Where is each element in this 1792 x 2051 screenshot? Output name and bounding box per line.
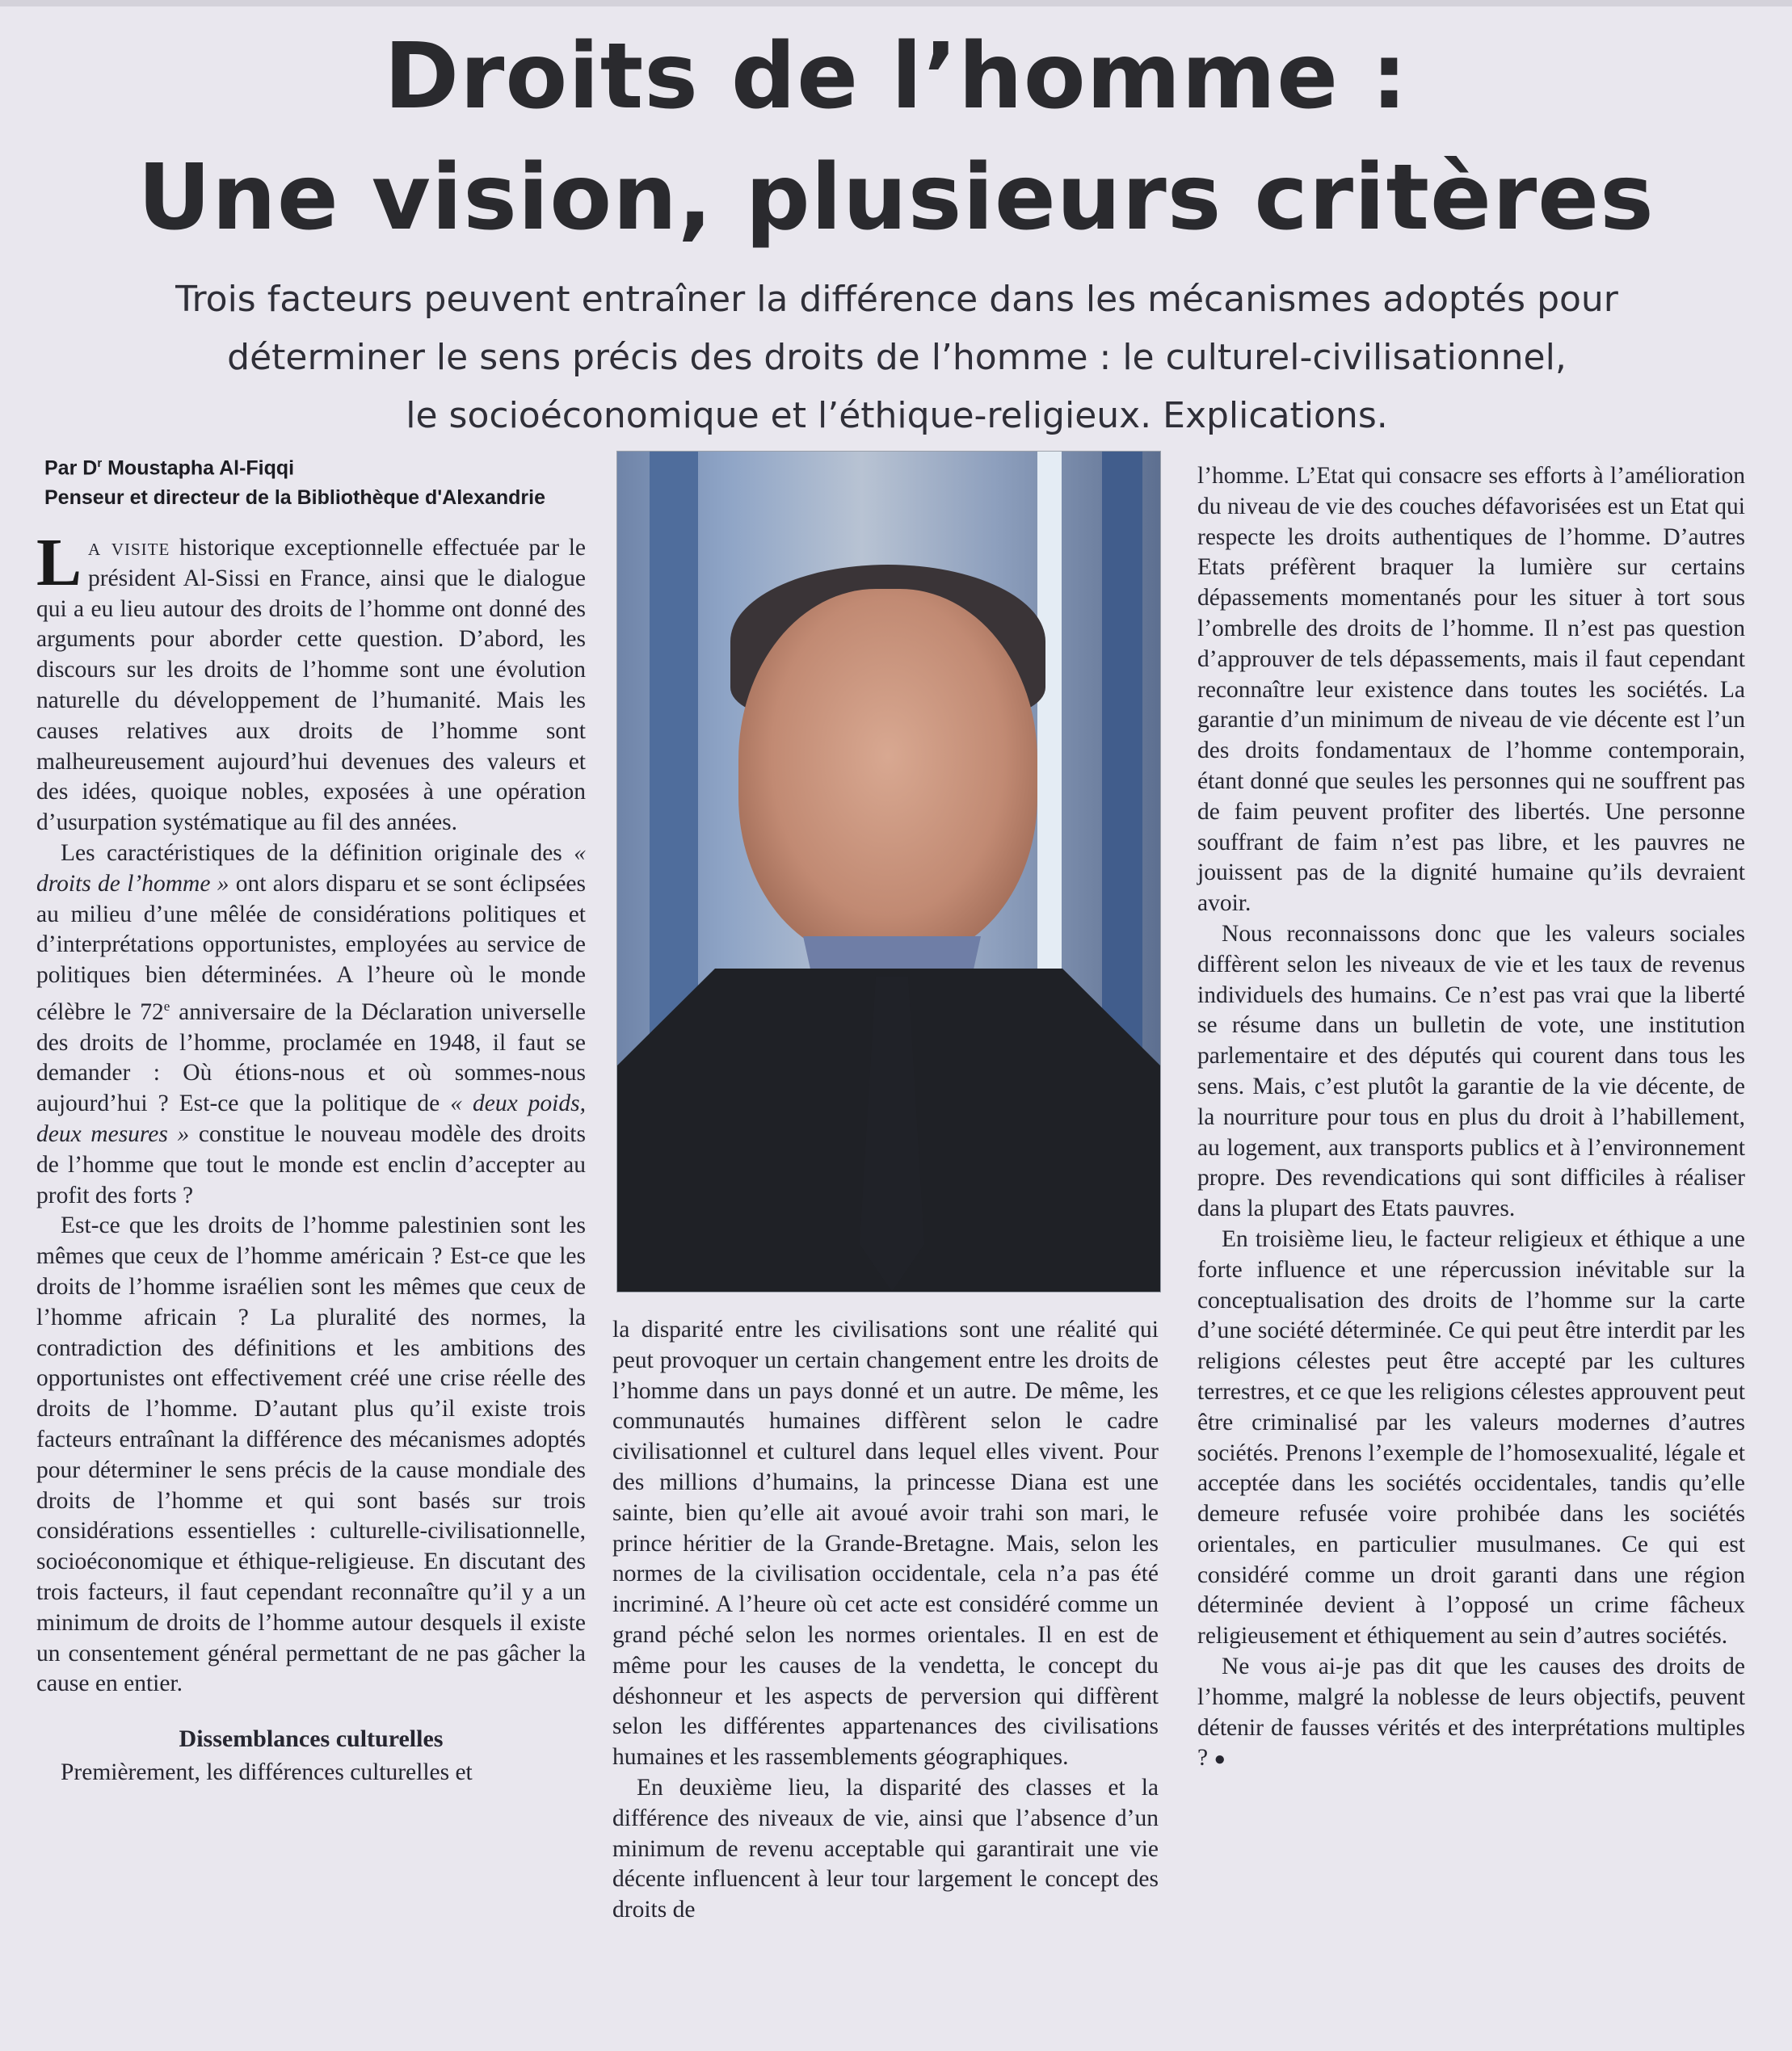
drop-cap: L — [36, 525, 82, 600]
author-portrait-photo — [616, 451, 1161, 1292]
paragraph: Premièrement, les différences culturelles et — [61, 1759, 473, 1785]
paragraph: Nous reconnaissons donc que les valeurs sociales diffèrent selon les niveaux de vie et les taux de revenus individuels des humains. Ce n’est pas vrai que la liberté se résume dans un bulletin de vote, une institution parlementaire et des députés qui courent dans tous les sens. Mais, c’est plutôt la garantie de la vie décente, de la nourriture pour tous en plus du droit à l’habillement, au logement, aux transports publics et à l’environnement propre. Des revendications qui sont difficiles à réaliser dans la plupart des Etats pauvres. — [1197, 920, 1745, 1222]
paragraph-final: Ne vous ai-je pas dit que les causes des droits de l’homme, malgré la noblesse de leurs objectifs, peuvent détenir de fausses vérités et des interprétations multiples ? ● — [1197, 1654, 1745, 1772]
paragraph-lead: La visite historique exceptionnelle effectuée par le président Al-Sissi en France, ainsi que le dialogue qui a eu lieu autour des droits de l’homme ont donné des arguments pour aborder cette question. D’abord, les discours sur les droits de l’homme sont une évolution naturelle du développement de l’humanité. Mais les causes relatives aux droits de l’homme sont malheureusement aujourd’hui devenues des valeurs et des idées, quoique nobles, exposées à une opération d’usurpation systématique au fil des années. — [36, 525, 586, 836]
subheadline-line-1: Trois facteurs peuvent entraîner la différence dans les mécanismes adoptés pour — [175, 279, 1618, 320]
article-column-3 — [1197, 461, 1745, 1776]
author: Par $D^r$ Moustapha Al-Fiqqi — [44, 456, 295, 480]
headline-line-1: Droits de l’homme : — [384, 24, 1408, 129]
subheadline — [97, 271, 1697, 445]
author-role: Penseur et directeur de la Bibliothèque d'Alexandrie — [44, 486, 545, 510]
paragraph: Les caractéristiques de la définition originale des « droits de l’homme » ont alors disparu et se sont éclipsées au milieu d’une mêlée de considérations politiques et d’interprétations opportunistes, employées au service de politiques bien déterminées. A l’heure où le monde célèbre le 72e anniversaire de la Déclaration universelle des droits de l’homme, proclamée en 1948, il faut se demander : Où étions-nous et où sommes-nous aujourd’hui ? Est-ce que la politique de « deux poids, deux mesures » constitue le nouveau modèle des droits de l’homme que tout le monde est enclin d’accepter au profit des forts ? — [36, 839, 586, 1208]
section-heading: Dissemblances culturelles — [179, 1725, 444, 1753]
page-edge — [0, 0, 1792, 6]
subheadline-line-3: le socioéconomique et l’éthique-religieux. Explications. — [406, 395, 1388, 436]
paragraph: En deuxième lieu, la disparité des classes et la différence des niveaux de vie, ainsi que l’absence d’un minimum de revenu acceptable qui garantirait une vie décente influencent à leur tour largement le concept des droits de — [612, 1774, 1159, 1923]
article-column-1 — [36, 525, 586, 1788]
paragraph: Est-ce que les droits de l’homme palestinien sont les mêmes que ceux de l’homme américain ? Est-ce que les droits de l’homme israélien sont les mêmes que ceux de l’homme africain ? La pluralité des normes, la contradiction des définitions et les ambitions des opportunistes ont effectivement créé une crise réelle des droits de l’homme. D’autant plus qu’il existe trois facteurs entraînant la différence des mécanismes adoptés pour déterminer le sens précis de la cause mondiale des droits de l’homme et qui sont basés sur trois considérations essentielles : culturelle-civilisationnelle, socioéconomique et éthique-religieuse. En discutant des trois facteurs, il faut cependant reconnaître qu’il y a un minimum de droits de l’homme autour desquels il existe un consentement général permettant de ne pas gâcher la cause en entier. — [36, 1213, 586, 1697]
paragraph: la disparité entre les civilisations sont une réalité qui peut provoquer un certain changement entre les droits de l’homme dans un pays donné et un autre. De même, les communautés humaines diffèrent selon le cadre civilisationnel et culturel dans lequel elles vivent. Pour des millions d’humains, la princesse Diana est une sainte, bien qu’elle ait avoué avoir trahi son mari, le prince héritier de la Grande-Bretagne. Mais, selon les normes de la civilisation occidentale, cela n’a pas été incriminé. A l’heure où cet acte est considéré comme un grand péché selon les normes orientales. Il en est de même pour les causes de la vendetta, le concept du déshonneur et les aspects de perversion qui diffèrent selon les différentes appartenances des civilisations humaines et les rassemblements géographiques. — [612, 1317, 1159, 1771]
end-mark-icon: ● — [1214, 1749, 1226, 1771]
subheadline-line-2: déterminer le sens précis des droits de l’homme : le culturel-civilisationnel, — [227, 337, 1567, 378]
paragraph: En troisième lieu, le facteur religieux et éthique a une forte influence et une répercussion inévitable sur la conceptualisation des droits de l’homme sur la carte d’une société déterminée. Ce qui peut être interdit par les religions célestes peut être accepté par les cultures terrestres, et ce que les religions célestes approuvent peut être criminalisé par les valeurs modernes d’autres sociétés. Prenons l’exemple de l’homosexualité, légale et acceptée dans les sociétés occidentales, tandis qu’elle demeure refusée voire prohibée dans les sociétés orientales, en particulier musulmanes. Ce qui est considéré comme un droit garanti dans une région déterminée devient à l’opposé un crime fâcheux religieusement et éthiquement au sein d’autres sociétés. — [1197, 1225, 1745, 1650]
headline-line-2: Une vision, plusieurs critères — [137, 145, 1655, 250]
byline — [44, 448, 594, 513]
article-column-2 — [612, 1315, 1159, 1926]
paragraph: l’homme. L’Etat qui consacre ses efforts à l’amélioration du niveau de vie des couches défavorisées est un Etat qui respecte les droits authentiques de l’homme. D’autres Etats préfèrent braquer la lumière sur certains dépassements momentanés pour les situer à tort sous l’ombrelle des droits de l’homme. Il n’est pas question d’approuver de tels dépassements, mais il faut cependant reconnaître leur existence dans toutes les sociétés. La garantie d’un minimum de niveau de vie décente est l’un des droits fondamentaux de l’homme contemporain, étant donné que seules les personnes qui ne souffrent pas de faim peuvent profiter des libertés. Une personne souffrant de faim n’est pas libre, et les pauvres ne jouissent pas de la dignité humaine qu’ils devraient avoir. — [1197, 463, 1745, 917]
